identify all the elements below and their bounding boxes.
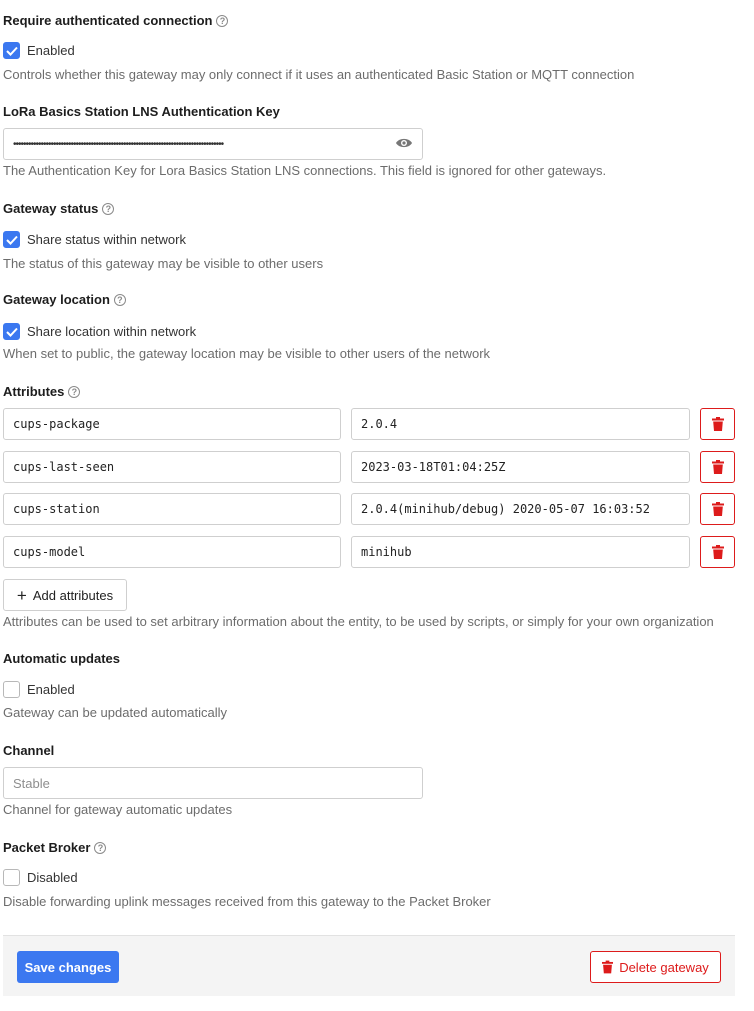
gateway-location-label: Gateway location ? xyxy=(3,292,126,307)
attribute-key-input[interactable]: cups-package xyxy=(3,408,341,440)
gateway-status-description: The status of this gateway may be visible to other users xyxy=(3,256,324,271)
help-icon[interactable]: ? xyxy=(94,842,106,854)
gateway-location-checkbox[interactable] xyxy=(3,323,20,340)
packet-broker-checkbox-row[interactable] xyxy=(3,869,78,886)
packet-broker-label: Packet Broker ? xyxy=(3,840,106,855)
attribute-key-input[interactable]: cups-last-seen xyxy=(3,451,341,483)
eye-icon[interactable] xyxy=(395,136,413,153)
save-changes-button[interactable]: Save changes xyxy=(17,951,119,983)
lns-key-input[interactable] xyxy=(3,128,423,160)
help-icon[interactable]: ? xyxy=(68,386,80,398)
packet-broker-checkbox-label: Disabled xyxy=(27,870,78,885)
check-icon xyxy=(6,235,18,245)
attribute-value-input[interactable]: 2023-03-18T01:04:25Z xyxy=(351,451,690,483)
trash-icon xyxy=(712,502,724,516)
remove-attribute-button[interactable] xyxy=(700,493,735,525)
gateway-location-checkbox-label: Share location within network xyxy=(27,324,197,339)
plus-icon: + xyxy=(16,585,27,605)
packet-broker-checkbox[interactable] xyxy=(3,869,20,886)
auto-updates-label: Automatic updates xyxy=(3,651,121,666)
gateway-location-description: When set to public, the gateway location may be visible to other users of the network xyxy=(3,346,491,361)
auto-updates-description: Gateway can be updated automatically xyxy=(3,705,228,720)
channel-placeholder: Stable xyxy=(13,775,50,791)
lns-key-description: The Authentication Key for Lora Basics Station LNS connections. This field is ignored for other gateways. xyxy=(3,163,607,178)
auth-checkbox-label: Enabled xyxy=(27,43,75,58)
gateway-status-checkbox[interactable] xyxy=(3,231,20,248)
attribute-value-input[interactable]: 2.0.4 xyxy=(351,408,690,440)
auto-updates-checkbox[interactable] xyxy=(3,681,20,698)
attribute-key-input[interactable]: cups-model xyxy=(3,536,341,568)
form-footer xyxy=(3,935,735,996)
trash-icon xyxy=(602,960,613,974)
remove-attribute-button[interactable] xyxy=(700,451,735,483)
lns-key-value: •••••••••••••••••••••••••••••••••••••••••••••••••••••••••••••••••••••••••••••••••••• xyxy=(13,138,224,150)
channel-description: Channel for gateway automatic updates xyxy=(3,802,233,817)
gateway-location-checkbox-row[interactable] xyxy=(3,323,196,340)
attributes-description: Attributes can be used to set arbitrary information about the entity, to be used by scripts, or simply for your own organization xyxy=(3,614,714,629)
remove-attribute-button[interactable] xyxy=(700,408,735,440)
trash-icon xyxy=(712,417,724,431)
remove-attribute-button[interactable] xyxy=(700,536,735,568)
attribute-value-input[interactable]: 2.0.4(minihub/debug) 2020-05-07 16:03:52 xyxy=(351,493,690,525)
channel-label: Channel xyxy=(3,743,55,758)
help-icon[interactable]: ? xyxy=(114,294,126,306)
add-attributes-button[interactable]: + Add attributes xyxy=(3,579,127,611)
help-icon[interactable]: ? xyxy=(102,203,114,215)
attributes-label: Attributes ? xyxy=(3,384,80,399)
auth-checkbox-row[interactable] xyxy=(3,42,75,59)
auth-description: Controls whether this gateway may only connect if it uses an authenticated Basic Station or MQTT connection xyxy=(3,67,635,82)
help-icon[interactable]: ? xyxy=(216,15,228,27)
channel-input[interactable] xyxy=(3,767,423,799)
trash-icon xyxy=(712,460,724,474)
auth-checkbox[interactable] xyxy=(3,42,20,59)
auto-updates-checkbox-row[interactable] xyxy=(3,681,75,698)
gateway-status-label: Gateway status ? xyxy=(3,201,114,216)
auth-label: Require authenticated connection ? xyxy=(3,13,228,28)
trash-icon xyxy=(712,545,724,559)
check-icon xyxy=(6,46,18,56)
gateway-status-checkbox-label: Share status within network xyxy=(27,232,186,247)
attribute-key-input[interactable]: cups-station xyxy=(3,493,341,525)
attribute-value-input[interactable]: minihub xyxy=(351,536,690,568)
gateway-status-checkbox-row[interactable] xyxy=(3,231,186,248)
auto-updates-checkbox-label: Enabled xyxy=(27,682,75,697)
packet-broker-description: Disable forwarding uplink messages received from this gateway to the Packet Broker xyxy=(3,894,491,909)
check-icon xyxy=(6,327,18,337)
lns-key-label: LoRa Basics Station LNS Authentication Key xyxy=(3,104,280,119)
delete-gateway-button[interactable]: Delete gateway xyxy=(590,951,721,983)
